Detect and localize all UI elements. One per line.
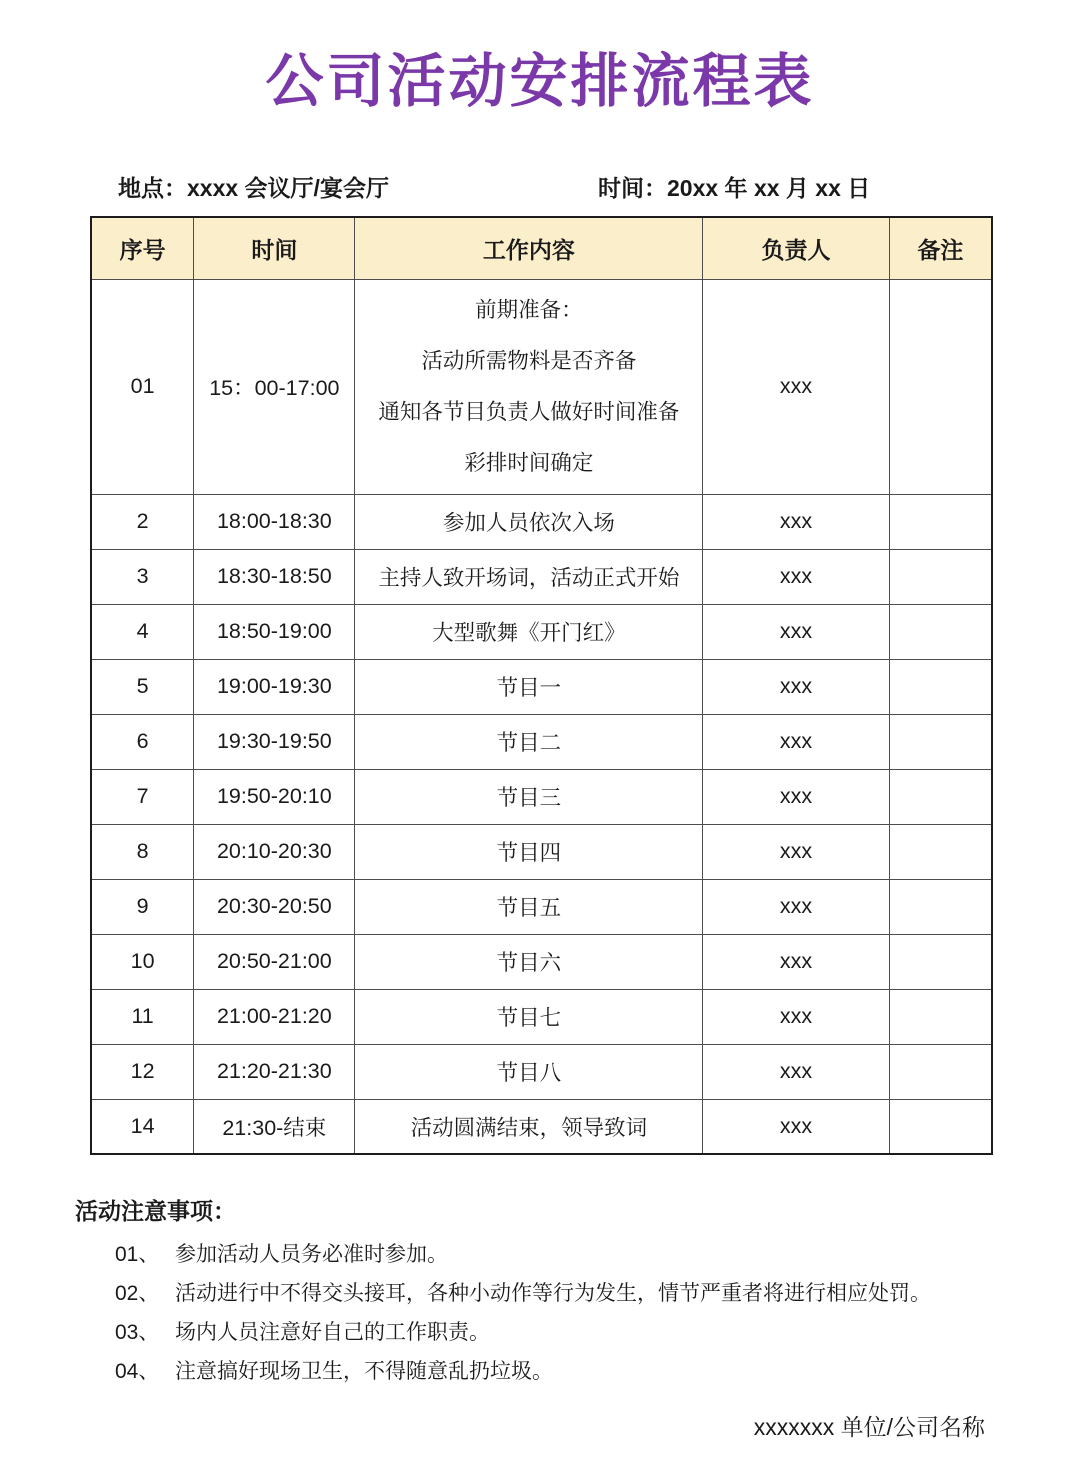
col-header-no: 序号	[91, 217, 194, 279]
cell-content: 活动圆满结束，领导致词	[355, 1099, 703, 1154]
event-location	[118, 170, 389, 203]
meta-row	[90, 170, 993, 204]
document-page	[0, 34, 1080, 1474]
list-item	[115, 1281, 1005, 1307]
cell-owner: xxx	[703, 824, 890, 879]
cell-no: 5	[91, 659, 194, 714]
cell-time: 19:00-19:30	[194, 659, 355, 714]
content-line: 前期准备：	[475, 297, 583, 322]
cell-content: 节目八	[355, 1044, 703, 1099]
content-line: 彩排时间确定	[464, 450, 594, 475]
cell-no: 2	[91, 494, 194, 549]
note-number: 02、	[115, 1282, 160, 1305]
cell-no: 3	[91, 549, 194, 604]
cell-owner: xxx	[703, 714, 890, 769]
table-row	[91, 879, 992, 934]
cell-owner: xxx	[703, 549, 890, 604]
cell-no: 9	[91, 879, 194, 934]
cell-owner: xxx	[703, 279, 890, 494]
cell-owner: xxx	[703, 659, 890, 714]
table-header	[91, 217, 992, 279]
cell-time: 19:50-20:10	[194, 769, 355, 824]
note-text: 注意搞好现场卫生，不得随意乱扔垃圾。	[175, 1360, 553, 1383]
cell-no: 7	[91, 769, 194, 824]
table-row	[91, 279, 992, 494]
cell-remark	[889, 1099, 992, 1154]
cell-no: 8	[91, 824, 194, 879]
page-title: 公司活动安排流程表	[265, 49, 815, 114]
cell-owner: xxx	[703, 934, 890, 989]
table-row	[91, 494, 992, 549]
cell-time: 21:00-21:20	[194, 989, 355, 1044]
cell-remark	[889, 879, 992, 934]
table-row	[91, 1099, 992, 1154]
table-row	[91, 714, 992, 769]
table-row	[91, 659, 992, 714]
notes-section	[75, 1193, 1005, 1385]
location-value: xxxx 会议厅/宴会厅	[187, 175, 389, 201]
content-line: 活动所需物料是否齐备	[421, 348, 637, 373]
cell-content: 节目三	[355, 769, 703, 824]
cell-content: 节目一	[355, 659, 703, 714]
cell-time: 20:50-21:00	[194, 934, 355, 989]
col-header-time: 时间	[194, 217, 355, 279]
note-text: 活动进行中不得交头接耳，各种小动作等行为发生，情节严重者将进行相应处罚。	[175, 1282, 931, 1305]
cell-owner: xxx	[703, 769, 890, 824]
note-text: 场内人员注意好自己的工作职责。	[175, 1321, 490, 1344]
cell-remark	[889, 824, 992, 879]
cell-content: 大型歌舞《开门红》	[355, 604, 703, 659]
cell-no: 10	[91, 934, 194, 989]
cell-no: 11	[91, 989, 194, 1044]
cell-owner: xxx	[703, 494, 890, 549]
cell-owner: xxx	[703, 879, 890, 934]
cell-owner: xxx	[703, 1044, 890, 1099]
cell-content: 主持人致开场词，活动正式开始	[355, 549, 703, 604]
cell-content	[355, 279, 703, 494]
cell-remark	[889, 934, 992, 989]
col-header-content: 工作内容	[355, 217, 703, 279]
cell-content: 节目二	[355, 714, 703, 769]
table-row	[91, 604, 992, 659]
cell-time: 19:30-19:50	[194, 714, 355, 769]
note-number: 03、	[115, 1321, 160, 1344]
list-item	[115, 1242, 1005, 1268]
cell-time: 21:20-21:30	[194, 1044, 355, 1099]
list-item	[115, 1359, 1005, 1385]
company-name-footer: xxxxxxx 单位/公司名称	[753, 1414, 985, 1440]
cell-remark	[889, 769, 992, 824]
cell-content: 参加人员依次入场	[355, 494, 703, 549]
note-number: 04、	[115, 1360, 160, 1383]
cell-content: 节目四	[355, 824, 703, 879]
notes-list	[115, 1242, 1005, 1385]
notes-heading: 活动注意事项：	[75, 1198, 236, 1224]
content-line: 通知各节目负责人做好时间准备	[378, 399, 680, 424]
date-value: 20xx 年 xx 月 xx 日	[667, 175, 871, 201]
cell-time: 18:00-18:30	[194, 494, 355, 549]
cell-time: 21:30-结束	[194, 1099, 355, 1154]
date-label: 时间：	[598, 175, 667, 201]
location-label: 地点：	[118, 175, 187, 201]
table-body	[91, 279, 992, 1154]
col-header-remark: 备注	[889, 217, 992, 279]
cell-remark	[889, 279, 992, 494]
cell-remark	[889, 659, 992, 714]
cell-no: 12	[91, 1044, 194, 1099]
table-row	[91, 824, 992, 879]
cell-remark	[889, 1044, 992, 1099]
col-header-owner: 负责人	[703, 217, 890, 279]
cell-remark	[889, 714, 992, 769]
cell-no: 4	[91, 604, 194, 659]
cell-content: 节目七	[355, 989, 703, 1044]
table-row	[91, 769, 992, 824]
note-number: 01、	[115, 1243, 160, 1266]
cell-time: 18:50-19:00	[194, 604, 355, 659]
cell-owner: xxx	[703, 989, 890, 1044]
cell-remark	[889, 494, 992, 549]
table-row	[91, 1044, 992, 1099]
note-text: 参加活动人员务必准时参加。	[175, 1243, 448, 1266]
cell-content: 节目五	[355, 879, 703, 934]
table-row	[91, 934, 992, 989]
content-column	[90, 170, 993, 1155]
table-row	[91, 989, 992, 1044]
cell-time: 15：00-17:00	[194, 279, 355, 494]
cell-no: 14	[91, 1099, 194, 1154]
cell-remark	[889, 549, 992, 604]
cell-time: 18:30-18:50	[194, 549, 355, 604]
table-row	[91, 549, 992, 604]
cell-owner: xxx	[703, 1099, 890, 1154]
cell-owner: xxx	[703, 604, 890, 659]
cell-remark	[889, 989, 992, 1044]
cell-time: 20:30-20:50	[194, 879, 355, 934]
list-item	[115, 1320, 1005, 1346]
event-date	[598, 170, 870, 203]
cell-remark	[889, 604, 992, 659]
cell-no: 6	[91, 714, 194, 769]
cell-content: 节目六	[355, 934, 703, 989]
header-row	[91, 217, 992, 279]
cell-no: 01	[91, 279, 194, 494]
cell-time: 20:10-20:30	[194, 824, 355, 879]
schedule-table	[90, 216, 993, 1155]
